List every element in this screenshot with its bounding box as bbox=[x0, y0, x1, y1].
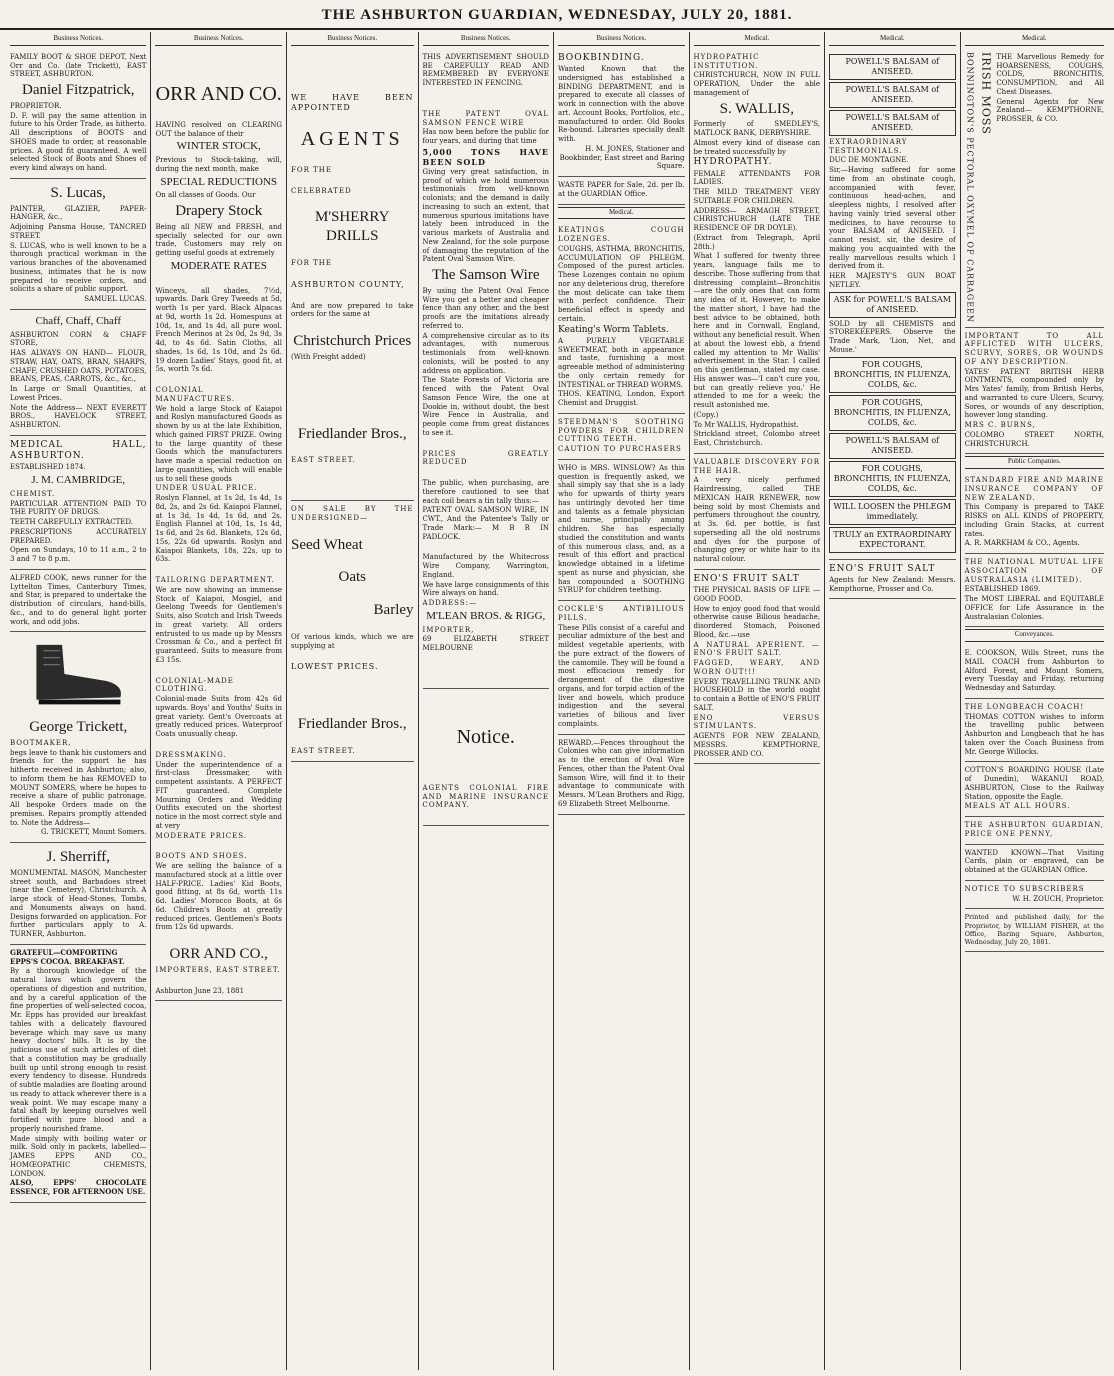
ad-address: COLOMBO STREET NORTH, CHRISTCHURCH. bbox=[964, 430, 1105, 448]
ad-body: In Large or Small Quantities, at Lowest Prices. bbox=[10, 385, 147, 402]
ad-body: Giving very great satisfaction, in proof of which we hold numerous testimonials from well-known colonists; and the demand is daily increasing to such an extent, that numerous spurious imitations have lately been introduced in the various markets of Australia and New Zealand, for the sole purpose of damaging the reputation of the Patent Oval Samson Wire. bbox=[422, 167, 550, 264]
ad-body: To Mr WALLIS, Hydropathist. bbox=[693, 420, 799, 429]
ad-heading: Oats bbox=[338, 569, 366, 586]
ad-address: Adjoining Pansma House, TANCRED STREET. bbox=[10, 223, 147, 240]
ad-subtitle: CHEMIST. bbox=[10, 489, 56, 498]
ad-body: begs leave to thank his customers and friends for the support he has hitherto received in Ashburton; also, to inform them he has REMOVED to MOUNT SOMERS, where he hopes to receive a share of public patronage. All bespoke Orders made on the premises. Repairs promptly attended to. Note the Address— bbox=[10, 748, 147, 827]
eno-ad bbox=[694, 570, 821, 765]
column-header: Business Notices. bbox=[558, 34, 685, 46]
ad-subtitle: ESTABLISHED 1869. bbox=[964, 585, 1041, 594]
ad-address: 69 ELIZABETH STREET MELBOURNE bbox=[422, 635, 550, 652]
ad-heading: WINTER STOCK, bbox=[176, 140, 261, 153]
ad-heading: VALUABLE DISCOVERY FOR THE HAIR. bbox=[693, 457, 821, 475]
ad-body: COTTON'S BOARDING HOUSE (Late of Dunedin), WAKANUI ROAD, ASHBURTON, Close to the Railway Station, opposite the Eagle. bbox=[964, 766, 1105, 801]
masthead bbox=[0, 0, 1114, 30]
medical-hall-ad bbox=[10, 436, 146, 570]
ad-heading: MODERATE PRICES. bbox=[155, 831, 248, 840]
ad-heading: ENO'S FRUIT SALT bbox=[693, 573, 800, 584]
ad-body: MONUMENTAL MASON, Manchester street south, and Barbadoes street (near the Cemetery), Christchurch. A large stock of Head-Stones, Tombs, and Monuments always on hand. Designs forwarded on application. For further particulars apply to A. TURNER, Ashburton. bbox=[10, 868, 147, 938]
ad-body: On all classes of Goods. Our bbox=[155, 191, 256, 200]
column-header: Business Notices. bbox=[10, 34, 146, 46]
ad-body: E. COOKSON, Wills Street, runs the MAIL COACH from Ashburton to Alford Forest, and Mount Somers, every Tuesday and Friday, returning Wednesday and Saturday. bbox=[964, 649, 1105, 693]
ad-body: CELEBRATED bbox=[290, 186, 352, 195]
ad-body: THE MILD TREATMENT VERY SUITABLE FOR CHILDREN. bbox=[693, 188, 821, 205]
ad-signature: A. R. MARKHAM & CO., Agents. bbox=[964, 539, 1080, 548]
standard-insurance-ad bbox=[965, 472, 1104, 554]
ad-body: Being all NEW and FRESH, and specially selected for our own trade, Customers may rely on getting useful goods at extremely bbox=[155, 222, 282, 257]
ad-body: THE Marvellous Remedy for HOARSENESS, COUGHS, COLDS, BRONCHITIS, CONSUMPTION, and All Chest Diseases. bbox=[996, 52, 1105, 96]
ad-heading: NOTICE TO SUBSCRIBERS bbox=[964, 884, 1085, 893]
ad-heading: Barley bbox=[373, 602, 414, 618]
vertical-label: IRISH MOSS bbox=[979, 51, 993, 135]
ad-heading: COLONIAL-MADE CLOTHING. bbox=[155, 676, 234, 694]
ad-heading: ENO'S FRUIT SALT bbox=[829, 563, 936, 574]
ad-heading: COLONIAL MANUFACTURES. bbox=[155, 386, 236, 403]
section-header: Medical. bbox=[558, 207, 685, 220]
ad-body: FOR THE bbox=[290, 258, 332, 267]
ad-heading: KEATINGS COUGH LOZENGES. bbox=[558, 226, 685, 243]
ad-body: Colonial-made Suits from 42s 6d upwards. Boys' and Youths' Suits in great variety. Gent's Overcoats at greatly reduced prices. Waterproof Coats unusually cheap. bbox=[155, 695, 282, 738]
ad-body: HAVING resolved on CLEARING OUT the balance of their bbox=[155, 120, 282, 138]
ad-name: Friedlander Bros., bbox=[297, 425, 407, 442]
ad-subtitle: Formerly of SMEDLEY'S, MATLOCK BANK, DERBYSHIRE. bbox=[693, 120, 821, 137]
ad-signature: SAMUEL LUCAS. bbox=[84, 295, 147, 303]
ad-body: Of various kinds, which we are supplying at bbox=[290, 632, 414, 650]
ad-heading: THE NATIONAL MUTUAL LIFE ASSOCIATION OF AUSTRALASIA (LIMITED). bbox=[964, 558, 1105, 584]
column-header: Business Notices. bbox=[155, 34, 282, 46]
subscribers-notice bbox=[965, 881, 1104, 910]
page-columns bbox=[6, 32, 1108, 1370]
ad-heading: POWELL'S BALSAM of ANISEED. bbox=[829, 433, 956, 459]
keating-ad bbox=[558, 222, 685, 414]
ad-body: WASTE PAPER for Sale, 2d. per lb. at the GUARDIAN Office. bbox=[558, 181, 685, 198]
sherriff-ad bbox=[10, 843, 146, 945]
lucas-ad bbox=[10, 179, 146, 310]
ad-body: We have large consignments of this Wire always on hand. bbox=[422, 580, 550, 598]
ad-body: TEETH CAREFULLY EXTRACTED. bbox=[10, 518, 133, 526]
boot-icon bbox=[10, 639, 133, 709]
guardian-ad bbox=[965, 817, 1104, 845]
ad-body: Under the superintendence of a first-class Dressmaker, with competent assistants. A PERFECT FIT guaranteed. Complete Mourning Orders and Wedding Outfits executed on the shortest notice in the most correct style and at very bbox=[155, 760, 282, 830]
ad-name: Chaff, Chaff, Chaff bbox=[35, 314, 121, 327]
ad-name: ORR AND CO. bbox=[155, 82, 282, 105]
column-2 bbox=[151, 32, 287, 1370]
ad-heading: HYDROPATHIC INSTITUTION. bbox=[693, 52, 760, 70]
ad-subtitle: PROPRIETOR. bbox=[10, 101, 62, 110]
ad-body: REWARD.—Fences throughout the Colonies who can give information as to the erection of Oval Wire Fences, other than the Patent Oval Samson Wire, will find it to their advantage to communicate with Messrs. M'Lean Brothers and Rigg, 69 Elizabeth Street Melbourne. bbox=[558, 738, 685, 808]
ad-heading: ASK for POWELL'S BALSAM of ANISEED. bbox=[829, 292, 956, 318]
ad-heading: HYDROPATHY. bbox=[693, 157, 773, 168]
hydropathic-ad bbox=[694, 49, 821, 454]
trickett-ad bbox=[10, 632, 146, 843]
vertical-label: BONNINGTON'S PECTORAL OXYMEL OF CARRAGEEN bbox=[965, 51, 975, 323]
ad-heading: WE HAVE BEEN APPOINTED bbox=[290, 92, 414, 112]
ad-body: PATENT OVAL SAMSON WIRE, IN CWT., And the Patentee's Tally or Trade Mark:— M B R IN PADLOCK. bbox=[422, 506, 550, 541]
ad-body: WHO is MRS. WINSLOW? As this question is frequently asked, we shall simply say that she is a lady who for upwards of thirty years has untiringly devoted her time and talents as a female physician and nurse, principally among children. She has especially studied the constitution and wants of this numerous class, and, as a result of this effort and practical knowledge obtained in a lifetime spent as nurse and physician, she has compounded a SOOTHING SYRUP for children teething. bbox=[558, 463, 685, 595]
ad-body: We are now showing an immense Stock of Kaiapoi, Mosgiel, and Geelong Tweeds for Gentlemen's Suits, also Scotch and Irish Tweeds in great variety. All orders entrusted to us made up by Messrs Crossman & Co., and a perfect fit guaranteed. Suits to measure from £3 15s. bbox=[155, 585, 282, 664]
ad-subtitle: DUC DE MONTAGNE. bbox=[829, 156, 909, 165]
ad-heading: FOR COUGHS, BRONCHITIS, IN FLUENZA, COLDS, &c. bbox=[829, 395, 956, 431]
ad-body: (With Freight added) bbox=[290, 352, 366, 361]
ad-heading: Drapery Stock bbox=[175, 203, 263, 219]
ad-signature: W. H. ZOUCH, Proprietor. bbox=[1012, 894, 1105, 903]
ad-body: ALFRED COOK, news runner for the Lyttelton Times, Canterbury Times, and Star, is prepared to undertake the distribution of circulars, hand-bills, &c., and to do general light porter work, and odd jobs. bbox=[10, 573, 147, 626]
hair-renewer-ad bbox=[694, 454, 821, 570]
ad-name: George Trickett, bbox=[29, 719, 128, 735]
ad-heading: WILL LOOSEN the PHLEGM immediately. bbox=[829, 499, 956, 525]
waste-paper-ad bbox=[558, 177, 685, 205]
ad-name: S. Lucas, bbox=[50, 184, 106, 201]
ad-heading: POWELL'S BALSAM of ANISEED. bbox=[829, 82, 956, 108]
cook-ad bbox=[10, 570, 146, 633]
bonnington-ad bbox=[965, 49, 1104, 328]
ad-body: How to enjoy good food that would otherwise cause Bilious headache, disordered Stomach, Poisoned Blood, &c.—use bbox=[693, 604, 821, 639]
ad-body: Open on Sundays, 10 to 11 a.m., 2 to 3 and 7 to 8 p.m. bbox=[10, 546, 147, 563]
ad-body: D. F. will pay the same attention in future to his Order Trade, as hitherto. All descriptions of BOOTS and SHOES made to order, at reasonable prices. A good fit guaranteed. A well selected Stock of Boots and Shoes of every kind always on hand. bbox=[10, 111, 147, 172]
notice-ad bbox=[423, 689, 550, 826]
wanted-ad bbox=[965, 845, 1104, 881]
column-header: Medical. bbox=[694, 34, 821, 46]
ad-body: S. LUCAS, who is well known to be a thorough practical workman in the various branches of the abovenamed business, intimates that he is now prepared to receive orders, and solicits a share of public support. bbox=[10, 241, 147, 294]
ad-name: Daniel Fitzpatrick, bbox=[22, 82, 135, 98]
powell-balsam-ad bbox=[829, 49, 956, 560]
ad-subtitle: CHRISTCHURCH, NOW IN FULL OPERATION, Under the able management of bbox=[693, 71, 821, 97]
ad-body: HAS ALWAYS ON HAND— FLOUR, STRAW, HAY, OATS, BRAN, SHARPS, CHAFF, CRUSHED OATS, POTATOES, BEANS, PEAS, CARROTS, &c., &c., bbox=[10, 349, 147, 384]
ad-signature: G. TRICKETT, Mount Somers. bbox=[40, 828, 147, 837]
column-header: Business Notices. bbox=[423, 34, 550, 46]
ad-body: (Extract from Telegraph, April 28th.) bbox=[693, 233, 821, 251]
ad-body: A comprehensive circular as to its advantages, with numerous testimonials from well-known colonists, will be posted to any address on application. bbox=[422, 331, 550, 375]
ad-signature: MRS C. BURNS, bbox=[964, 421, 1036, 430]
ad-body: THOMAS COTTON wishes to inform the travelling public between Ashburton and Longbeach that he has taken over the Coach Business from Mr. George Willocks. bbox=[964, 712, 1105, 756]
ad-body: COUGHS, ASTHMA, BRONCHITIS, ACCUMULATION OF PHLEGM. Composed of the purest articles. These Lozenges contain no opium nor any deleterious drug, therefore the most delicate can take them with perfect confidence. Their beneficial effect is speedy and certain. bbox=[558, 244, 685, 323]
ad-body: These Pills consist of a careful and peculiar admixture of the best and mildest vegetable aperients, with the pure extract of the flowers of the camomile. They will be found a most efficacious remedy for derangement of the digestive organs, and for torpid action of the liver and bowels, which produce indigestion and the several varieties of bilious and liver complaints. bbox=[558, 623, 685, 728]
ad-heading: BOOKBINDING. bbox=[558, 52, 645, 63]
ad-heading: FOR COUGHS, BRONCHITIS, IN FLUENZA, COLDS, &c. bbox=[829, 461, 956, 497]
orr-ad bbox=[155, 49, 282, 1002]
cookson-ad bbox=[965, 645, 1104, 699]
ad-body: The State Forests of Victoria are fenced with the Patent Oval Samson Fence Wire, the one at Dookie in, without doubt, the best Wire Fence in Australia, and people come from great distances to see it. bbox=[422, 376, 550, 437]
ad-heading: SPECIAL REDUCTIONS bbox=[160, 175, 278, 188]
ad-heading: POWELL'S BALSAM of ANISEED. bbox=[829, 54, 956, 80]
samson-wire-ad bbox=[423, 49, 550, 689]
column-header: Medical. bbox=[965, 34, 1104, 46]
ad-heading: ON SALE BY THE UNDERSIGNED— bbox=[290, 505, 414, 522]
ad-heading: TRULY an EXTRAORDINARY EXPECTORANT. bbox=[829, 527, 956, 553]
ad-body: Manufactured by the Whitecross Wire Company, Warrington, England. bbox=[422, 553, 550, 579]
ad-heading: ENO VERSUS STIMULANTS. bbox=[693, 713, 821, 731]
ad-heading: Keating's Worm Tablets. bbox=[558, 324, 669, 335]
ad-body: What I suffered for twenty three years, language fails me to describe. Those suffering from that distressing complaint—Bronchitis—are the only ones that can form any idea of it. However, to make the matter short, I have had the best advice to be obtained, both here and in Cornwall, England, without any beneficial result. When at about the lowest ebb, a friend called my attention to Mr Wallis' advertisement in the Star. I called on this gentleman, stated my case. His answer was—'I can't cure you, but can greatly relieve you.' He attended to me for a week; the result astonished me. bbox=[693, 252, 821, 409]
ad-body: WANTED KNOWN—That Visiting Cards, plain or engraved, can be obtained at the GUARDIAN Office. bbox=[964, 848, 1105, 875]
section-header: Conveyances. bbox=[965, 629, 1104, 642]
ad-heading: Christchurch Prices bbox=[293, 333, 412, 349]
friedlander-seed-ad bbox=[291, 501, 414, 762]
fitzpatrick-ad bbox=[10, 49, 146, 179]
column-4 bbox=[419, 32, 555, 1370]
ad-signature: H. M. JONES, Stationer and Bookbinder, East street and Baring Square. bbox=[559, 144, 685, 171]
ad-subtitle: BOOTMAKER, bbox=[10, 738, 72, 747]
column-header: Medical. bbox=[829, 34, 956, 46]
ad-body: Made simply with boiling water or milk. Sold only in packets, labelled— JAMES EPPS AND CO., HOMŒOPATHIC CHEMISTS, LONDON. bbox=[10, 1134, 147, 1178]
ad-body: AGENTS COLONIAL FIRE AND MARINE INSURANCE COMPANY. bbox=[422, 783, 550, 810]
ad-heading: ASHBURTON COUNTY, bbox=[290, 279, 405, 289]
ad-body: A very nicely perfumed Hairdressing, called THE MEXICAN HAIR RENEWER, now being sold by most Chemists and perfumers throughout the country, at 3s. 6d. per bottle, is fast superseding all the old nostrums and dyes for the purpose of changing grey or white hair to its natural colour. bbox=[693, 476, 821, 563]
ad-subtitle: IMPORTER, bbox=[422, 625, 475, 634]
column-5 bbox=[554, 32, 690, 1370]
ad-body: EVERY TRAVELLING TRUNK AND HOUSEHOLD in the world ought to contain a Bottle of ENO'S FRUIT SALT. bbox=[693, 677, 821, 712]
longbeach-ad bbox=[965, 699, 1104, 763]
ad-heading: The Samson Wire bbox=[432, 267, 540, 283]
imprint bbox=[965, 909, 1104, 952]
newspaper-title: THE ASHBURTON GUARDIAN, WEDNESDAY, JULY 20, 1881. bbox=[321, 7, 793, 23]
ad-name: S. WALLIS, bbox=[719, 100, 794, 117]
ad-subtitle: HER MAJESTY'S GUN BOAT NETLEY. bbox=[829, 272, 956, 289]
ad-heading: THE PATENT OVAL SAMSON FENCE WIRE bbox=[422, 109, 550, 127]
ad-body: Sir,—Having suffered for some time from an obstinate cough, accompanied with fever, continuous head-aches, and sleepless nights, I resolved after having vainly tried several other medicines, to have recourse to your BALSAM of ANISEED. I cannot resist, sir, the desire of making you acquainted with the really marvellous results which I derived from it. bbox=[829, 166, 956, 271]
reward-ad bbox=[558, 735, 685, 815]
ad-signature: General Agents for New Zealand— KEMPTHORNE, PROSSER, & CO. bbox=[996, 97, 1105, 123]
ad-address: ADDRESS— ARMAGH STREET, CHRISTCHURCH (LATE THE RESIDENCE OF DR DOYLE). bbox=[693, 206, 821, 232]
ad-subtitle: ASHBURTON CORN & CHAFF STORE, bbox=[10, 330, 147, 348]
ad-heading: FAMILY BOOT & SHOE DEPOT, Next Orr and Co. (late Trickett), EAST STREET, ASHBURTON. bbox=[10, 52, 147, 79]
ad-name: J. M. CAMBRIDGE, bbox=[31, 474, 126, 486]
ad-heading: THE LONGBEACH COACH! bbox=[964, 702, 1085, 711]
boarding-house-ad bbox=[965, 762, 1104, 817]
ad-body: FOR THE bbox=[290, 165, 332, 174]
ad-signature: THOS. KEATING, London, Export Chemist and Druggist. bbox=[558, 390, 685, 407]
ad-signature: AGENTS FOR NEW ZEALAND, MESSRS. KEMPTHORNE, PROSSER AND CO. bbox=[693, 732, 821, 758]
ad-body: ALSO, EPPS' CHOCOLATE ESSENCE, FOR AFTERNOON USE. bbox=[10, 1178, 147, 1196]
ad-heading: CAUTION TO PURCHASERS bbox=[558, 445, 682, 453]
ad-heading: BOOTS AND SHOES. bbox=[155, 852, 248, 861]
ad-body: We are selling the balance of a manufactured stock at a little over HALF-PRICE. Ladies' Kid Boots, good fitting, at 8s 6d, worth 11s 6d. Ladies' Morocco Boots, at 6s 6d. Children's Boots at greatly reduced prices. Gentlemen's Boots from 12s 6d upwards. bbox=[155, 862, 282, 932]
national-mutual-ad bbox=[965, 554, 1104, 627]
ad-body: FEMALE ATTENDANTS FOR LADIES. bbox=[693, 169, 821, 187]
ad-heading: GRATEFUL—COMFORTING EPPS'S COCOA. BREAKFAST. bbox=[10, 947, 125, 966]
ad-heading: 5,000 TONS HAVE BEEN SOLD bbox=[422, 146, 550, 167]
ad-body: (Copy.) bbox=[693, 410, 719, 419]
ad-name: M'SHERRY DRILLS bbox=[315, 209, 390, 244]
ad-body: YATES' PATENT BRITISH HERB OINTMENTS, compounded only by Mrs Yates' family, from British Herbs, and warranted to cure Ulcers, Scurvy, Sores, or wounds of any description, however long standing. bbox=[964, 367, 1105, 420]
cockle-ad bbox=[558, 601, 685, 735]
ad-heading: IMPORTANT TO ALL AFFLICTED WITH ULCERS, SCURVY, SORES, OR WOUNDS OF ANY DESCRIPTION. bbox=[964, 331, 1105, 366]
ad-heading: MODERATE RATES bbox=[170, 259, 267, 272]
eno-ad-col7 bbox=[829, 560, 956, 600]
column-1 bbox=[6, 32, 151, 1370]
ad-name: M'LEAN BROS. & RIGG, bbox=[426, 609, 546, 622]
ad-heading: MEALS AT ALL HOURS. bbox=[964, 802, 1071, 811]
column-7 bbox=[825, 32, 961, 1370]
friedlander-drills-ad bbox=[291, 49, 414, 501]
ad-body: The public, when purchasing, are therefore cautioned to see that each coil bears a tin tally thus:— bbox=[422, 479, 550, 505]
ad-name: Notice. bbox=[456, 725, 515, 748]
steedman-ad bbox=[558, 414, 685, 460]
chaff-ad bbox=[10, 310, 146, 436]
ad-body: By using the Patent Oval Fence Wire you get a better and cheaper fence than any other, and the best proofs are the imitations already referred to. bbox=[422, 286, 550, 330]
ad-body: Strickland street, Colombo street East, Christchurch. bbox=[693, 430, 821, 447]
ad-address: Note the Address— NEXT EVERETT BROS., HAVELOCK STREET, ASHBURTON. bbox=[10, 403, 147, 429]
ad-body: The MOST LIBERAL and EQUITABLE OFFICE for Life Assurance in the Australasian Colonies. bbox=[964, 595, 1105, 621]
ad-body: By a thorough knowledge of the natural laws which govern the operations of digestion and nutrition, and by a careful application of the fine properties of well-selected cocoa, Mr. Epps has provided our breakfast tables with a delicately flavoured beverage which may save us many heavy doctors' bills. It is by the judicious use of such articles of diet that a constitution may be gradually built up until strong enough to resist every tendency to disease. Hundreds of subtle maladies are floating around us ready to attack wherever there is a weak point. We may escape many a fatal shaft by keeping ourselves well fortified with pure blood and a properly nourished frame. bbox=[10, 967, 147, 1133]
ad-body: This Company is prepared to TAKE RISKS on ALL KINDS of PROPERTY, including Grain Stacks, at current rates. bbox=[964, 503, 1105, 538]
ad-heading: FAGGED, WEARY, AND WORN OUT!!! bbox=[693, 659, 821, 676]
ad-body: Roslyn Flannel, at 1s 2d, 1s 4d, 1s 8d, 2s, and 2s 6d. Kaiapoi Flannel, at 1s 3d, 1s 4d, 1s 6d, and 2s. English Flannel at 10d, 1s, 1s 4d, 1s 6d, and 2s 6d. Blankets, 12s 6d, 15s, 22s 6d upwards. Roslyn and Kaiapoi Blankets, 18s, 22s, up to 63s. bbox=[155, 494, 282, 564]
winslow-ad bbox=[558, 460, 685, 601]
ad-subtitle: ESTABLISHED 1874. bbox=[10, 463, 86, 472]
ad-subtitle: THE PHYSICAL BASIS OF LIFE — GOOD FOOD. bbox=[693, 586, 821, 603]
column-3 bbox=[287, 32, 419, 1370]
ad-name: J. Sherriff, bbox=[46, 849, 110, 865]
column-6 bbox=[690, 32, 826, 1370]
imprint-text: Printed and published daily, for the Proprietor, by WILLIAM FISHER, at the Office, Baring Square, Ashburton, Wednesday, July 20, 1881. bbox=[964, 913, 1105, 946]
ad-address: EAST STREET. bbox=[290, 456, 356, 465]
ad-body: PARTICULAR ATTENTION PAID TO THE PURITY OF DRUGS. bbox=[10, 499, 147, 517]
ad-heading: MEDICAL HALL, ASHBURTON. bbox=[10, 439, 147, 461]
ad-heading: TAILORING DEPARTMENT. bbox=[155, 576, 275, 584]
ad-body: And are now prepared to take orders for the same at bbox=[290, 301, 414, 319]
ad-body: PRESCRIPTIONS ACCURATELY PREPARED. bbox=[10, 527, 147, 545]
ad-subtitle: PAINTER, GLAZIER, PAPER-HANGER, &c., bbox=[10, 204, 147, 222]
ad-body: Previous to Stock-taking, will, during the next month, make bbox=[155, 156, 282, 173]
ad-body: SOLD by all CHEMISTS and STOREKEEPERS. Observe the Trade Mark, 'Lion, Net, and Mouse.' bbox=[829, 319, 956, 354]
ad-name: Friedlander Bros., bbox=[297, 716, 407, 733]
ad-heading: POWELL'S BALSAM of ANISEED. bbox=[829, 110, 956, 136]
ad-heading: Seed Wheat bbox=[290, 536, 363, 553]
bookbinding-ad bbox=[558, 49, 685, 177]
ad-date: Ashburton June 23, 1881 bbox=[155, 986, 245, 995]
ad-heading: AGENTS bbox=[300, 127, 404, 150]
ad-heading: FOR COUGHS, BRONCHITIS, IN FLUENZA, COLDS, &c. bbox=[829, 357, 956, 393]
ad-body: We hold a large Stock of Kaiapoi and Roslyn manufactured Goods as shown by us at the late Exhibition, which gained FIRST PRIZE. Owing to the large quantity of these Goods which the manufacturers have made a special reduction on large quantities, which will enable us to sell these goods bbox=[155, 404, 282, 483]
ad-address: EAST STREET. bbox=[290, 747, 356, 755]
ad-body: Winceys, all shades, 7½d, upwards. Dark Grey Tweeds at 5d, worth 1s per yard. Black Alpacas at 9d, worth 1s 2d. Homespuns at 10d, 1s, and 1s 4d, all pure wool. French Merinos at 2s 0d, 2s 9d, 3s 4d, to 4s 6d. Satin Cloths, all shades, 1s 6d, 1s 10d, and 2s 6d. 19 dozen Ladies' Stays, good fit, at 5s, worth 7s 6d. bbox=[155, 286, 282, 374]
ad-heading: COCKLE'S ANTIBILIOUS PILLS. bbox=[558, 605, 685, 622]
ad-body: Wanted Known that the undersigned has established a BINDING DEPARTMENT, and is prepared to execute all classes of work in connection with the above art. Account Books, Portfolios, etc., manufactured to order. Old Books Re-bound. Libraries specially dealt with. bbox=[558, 65, 685, 143]
ad-heading: LOWEST PRICES. bbox=[290, 662, 379, 672]
ad-heading: THIS ADVERTISEMENT SHOULD BE CAREFULLY READ AND REMEMBERED BY EVERYONE INTERESTED IN FENCING. bbox=[422, 52, 550, 87]
ad-body: A PURELY VEGETABLE SWEETMEAT, both in appearance and taste, furnishing a most agreeable method of administering the only certain remedy for INTESTINAL or THREAD WORMS. bbox=[558, 336, 685, 389]
ad-address: IMPORTERS, EAST STREET. bbox=[155, 965, 281, 974]
ad-heading: A NATURAL APERIENT. — ENO'S FRUIT SALT. bbox=[693, 640, 821, 658]
ad-heading: PRICES GREATLY REDUCED bbox=[422, 449, 550, 467]
column-8 bbox=[961, 32, 1108, 1370]
ad-heading: DRESSMAKING. bbox=[155, 750, 227, 759]
epps-ad bbox=[10, 945, 146, 1203]
ad-heading: UNDER USUAL PRICE. bbox=[155, 484, 258, 493]
ad-heading: THE ASHBURTON GUARDIAN, PRICE ONE PENNY, bbox=[964, 821, 1105, 838]
ad-heading: STANDARD FIRE AND MARINE INSURANCE COMPANY OF NEW ZEALAND. bbox=[964, 476, 1105, 502]
column-header: Business Notices. bbox=[291, 34, 414, 46]
yates-ad bbox=[965, 328, 1104, 455]
ad-heading: STEEDMAN'S SOOTHING POWDERS FOR CHILDREN CUTTING TEETH. bbox=[558, 417, 685, 444]
ad-heading: EXTRAORDINARY TESTIMONIALS. bbox=[829, 137, 908, 155]
ad-heading: ADDRESS:— bbox=[422, 599, 478, 607]
section-header: Public Companies. bbox=[965, 456, 1104, 469]
ad-name: ORR AND CO., bbox=[169, 946, 268, 962]
ad-body: Agents for New Zealand: Messrs. Kempthorne, Prosser and Co. bbox=[829, 575, 956, 593]
ad-body: Has now been before the public for four years, and during that time bbox=[422, 128, 550, 145]
ad-body: Almost every kind of disease can be treated successfully by bbox=[693, 138, 821, 156]
